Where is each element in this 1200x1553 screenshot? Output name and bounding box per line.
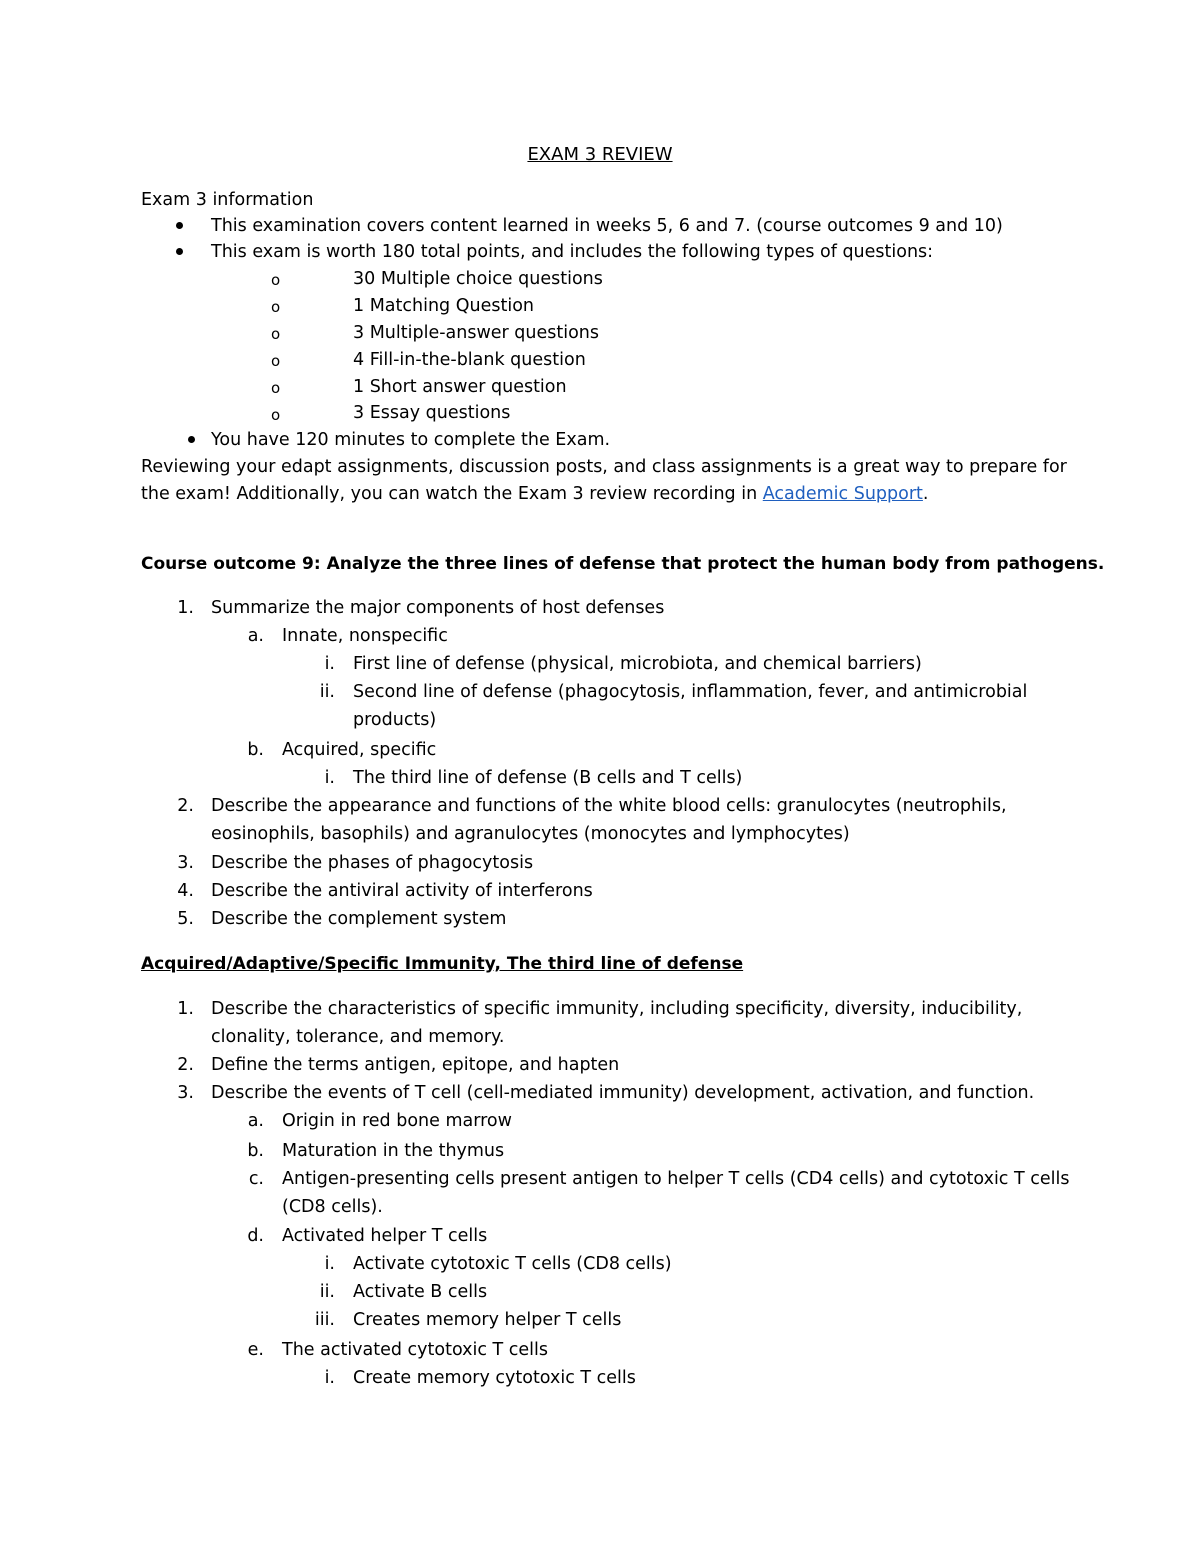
list-roman: ii. xyxy=(319,682,335,702)
outcome-9-heading: Course outcome 9: Analyze the three lines of defense that protect the human body from pathogens. xyxy=(141,554,1105,574)
list-item-continuation: clonality, tolerance, and memory. xyxy=(211,1027,505,1047)
bullet-icon xyxy=(176,222,183,229)
info-bullet-1: This examination covers content learned in weeks 5, 6 and 7. (course outcomes 9 and 10) xyxy=(211,216,1003,236)
list-item: Describe the phases of phagocytosis xyxy=(211,853,534,873)
list-item: Antigen-presenting cells present antigen to helper T cells (CD4 cells) and cytotoxic T cells xyxy=(282,1169,1070,1189)
list-letter: b. xyxy=(247,740,264,760)
info-note-line-1: Reviewing your edapt assignments, discussion posts, and class assignments is a great way to prepare for xyxy=(141,457,1067,477)
list-item: Create memory cytotoxic T cells xyxy=(353,1368,636,1388)
info-note-line-2 xyxy=(141,483,929,505)
list-roman: ii. xyxy=(319,1282,335,1302)
list-letter: a. xyxy=(247,626,264,646)
question-type: 1 Matching Question xyxy=(353,296,534,316)
list-item: Second line of defense (phagocytosis, inflammation, fever, and antimicrobial xyxy=(353,682,1028,702)
bullet-icon xyxy=(176,248,183,255)
list-item: Describe the appearance and functions of the white blood cells: granulocytes (neutrophils, xyxy=(211,796,1007,816)
bullet-icon xyxy=(188,436,195,443)
list-number: 3. xyxy=(177,853,194,873)
circle-bullet-icon: o xyxy=(271,325,281,343)
list-item: Maturation in the thymus xyxy=(282,1141,505,1161)
list-item-continuation: (CD8 cells). xyxy=(282,1197,383,1217)
list-item-continuation: eosinophils, basophils) and agranulocytes (monocytes and lymphocytes) xyxy=(211,824,850,844)
list-item: The activated cytotoxic T cells xyxy=(282,1340,549,1360)
list-item: First line of defense (physical, microbiota, and chemical barriers) xyxy=(353,654,922,674)
list-item: Summarize the major components of host defenses xyxy=(211,598,665,618)
list-letter: a. xyxy=(247,1111,264,1131)
list-item: Creates memory helper T cells xyxy=(353,1310,622,1330)
list-number: 2. xyxy=(177,1055,194,1075)
list-number: 3. xyxy=(177,1083,194,1103)
list-number: 4. xyxy=(177,881,194,901)
list-letter: d. xyxy=(247,1226,264,1246)
list-item: The third line of defense (B cells and T cells) xyxy=(353,768,743,788)
circle-bullet-icon: o xyxy=(271,406,281,424)
note-suffix: . xyxy=(922,484,929,504)
info-time-bullet: You have 120 minutes to complete the Exam. xyxy=(211,430,611,450)
list-letter: c. xyxy=(248,1169,264,1189)
question-type: 30 Multiple choice questions xyxy=(353,269,603,289)
circle-bullet-icon: o xyxy=(271,298,281,316)
question-type: 3 Multiple-answer questions xyxy=(353,323,600,343)
circle-bullet-icon: o xyxy=(271,379,281,397)
list-letter: b. xyxy=(247,1141,264,1161)
list-item: Describe the complement system xyxy=(211,909,507,929)
info-bullet-2: This exam is worth 180 total points, and includes the following types of questions: xyxy=(211,242,934,262)
note-prefix: the exam! Additionally, you can watch the Exam 3 review recording in xyxy=(141,484,763,504)
list-number: 1. xyxy=(177,999,194,1019)
circle-bullet-icon: o xyxy=(271,352,281,370)
list-item: Activated helper T cells xyxy=(282,1226,488,1246)
list-number: 2. xyxy=(177,796,194,816)
list-number: 1. xyxy=(177,598,194,618)
list-item: Activate B cells xyxy=(353,1282,488,1302)
list-roman: i. xyxy=(324,768,335,788)
list-number: 5. xyxy=(177,909,194,929)
list-letter: e. xyxy=(247,1340,264,1360)
academic-support-link[interactable]: Academic Support xyxy=(762,484,923,504)
list-item: Define the terms antigen, epitope, and hapten xyxy=(211,1055,620,1075)
immunity-heading: Acquired/Adaptive/Specific Immunity, The third line of defense xyxy=(141,954,744,974)
list-item: Origin in red bone marrow xyxy=(282,1111,512,1131)
list-roman: i. xyxy=(324,1368,335,1388)
list-item: Describe the characteristics of specific immunity, including specificity, diversity, inducibility, xyxy=(211,999,1023,1019)
question-type: 4 Fill-in-the-blank question xyxy=(353,350,586,370)
list-item: Innate, nonspecific xyxy=(282,626,448,646)
circle-bullet-icon: o xyxy=(271,271,281,289)
list-item: Acquired, specific xyxy=(282,740,437,760)
question-type: 1 Short answer question xyxy=(353,377,567,397)
list-roman: i. xyxy=(324,654,335,674)
list-item: Describe the events of T cell (cell-mediated immunity) development, activation, and function. xyxy=(211,1083,1035,1103)
list-item: Describe the antiviral activity of interferons xyxy=(211,881,593,901)
list-item-continuation: products) xyxy=(353,710,437,730)
question-type: 3 Essay questions xyxy=(353,403,511,423)
list-item: Activate cytotoxic T cells (CD8 cells) xyxy=(353,1254,672,1274)
page-title: EXAM 3 REVIEW xyxy=(527,144,673,165)
info-heading: Exam 3 information xyxy=(141,190,314,210)
list-roman: iii. xyxy=(314,1310,335,1330)
list-roman: i. xyxy=(324,1254,335,1274)
